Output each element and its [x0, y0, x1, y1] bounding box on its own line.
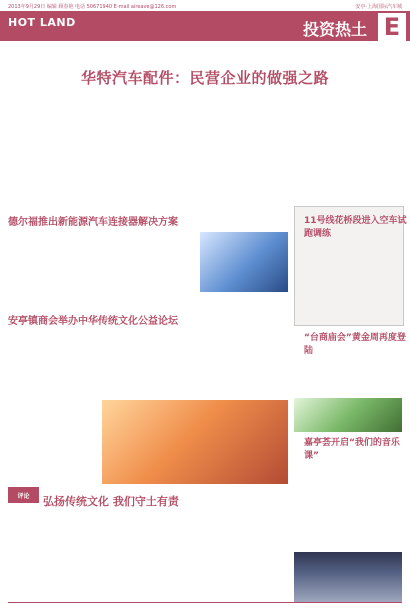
connector-photo	[200, 232, 288, 292]
music-photo	[294, 552, 402, 602]
editorial-label: 评论	[8, 487, 39, 503]
masthead-right: 投资热土	[302, 20, 367, 39]
editorial-col-2	[102, 510, 194, 598]
forum-photo	[102, 400, 288, 484]
page-meta	[8, 3, 402, 10]
subhead-forum: 安亭镇商会举办中华传统文化公益论坛	[8, 316, 178, 327]
temple-fair-photo	[294, 398, 402, 432]
page-headline: 华特汽车配件：民营企业的做强之路	[80, 69, 329, 87]
article-lead-col-1	[8, 92, 100, 214]
article-lead-col-3	[196, 92, 288, 214]
page-meta-left: 2013年9月29日 编辑 顾春艳 电话 50671940 E-mail aireave@126.com	[8, 4, 177, 10]
editorial-col-3	[196, 510, 288, 598]
article-forum-col-1	[8, 331, 100, 397]
connector-caption	[200, 294, 288, 304]
editorial-title: 弘扬传统文化 我们守土有责	[43, 495, 179, 508]
article-connector-col-1	[8, 232, 110, 304]
article-forum-col-3	[196, 331, 288, 397]
article-lead-col-4	[290, 92, 402, 214]
editorial-col-1	[8, 510, 100, 598]
article-metro	[304, 230, 392, 314]
subhead-metro: 11号线花桥段进入空车试跑调练	[304, 216, 407, 239]
subhead-connector: 德尔福推出新能源汽车连接器解决方案	[8, 217, 178, 228]
subhead-music-class: 嘉亭荟开启“我们的音乐课”	[304, 438, 400, 461]
page-meta-right: 安亭·上海国际汽车城	[355, 4, 402, 10]
article-connector-col-2	[112, 232, 198, 304]
masthead-tag: E	[378, 13, 406, 41]
article-lead-col-2	[102, 92, 194, 214]
subhead-temple-fair: “台商庙会”黄金周再度登陆	[304, 333, 406, 356]
article-temple-fair	[294, 346, 402, 396]
masthead	[0, 11, 410, 41]
article-forum-col-2	[102, 331, 194, 397]
masthead-left: HOT LAND	[8, 16, 76, 29]
bottom-rule	[8, 602, 402, 603]
